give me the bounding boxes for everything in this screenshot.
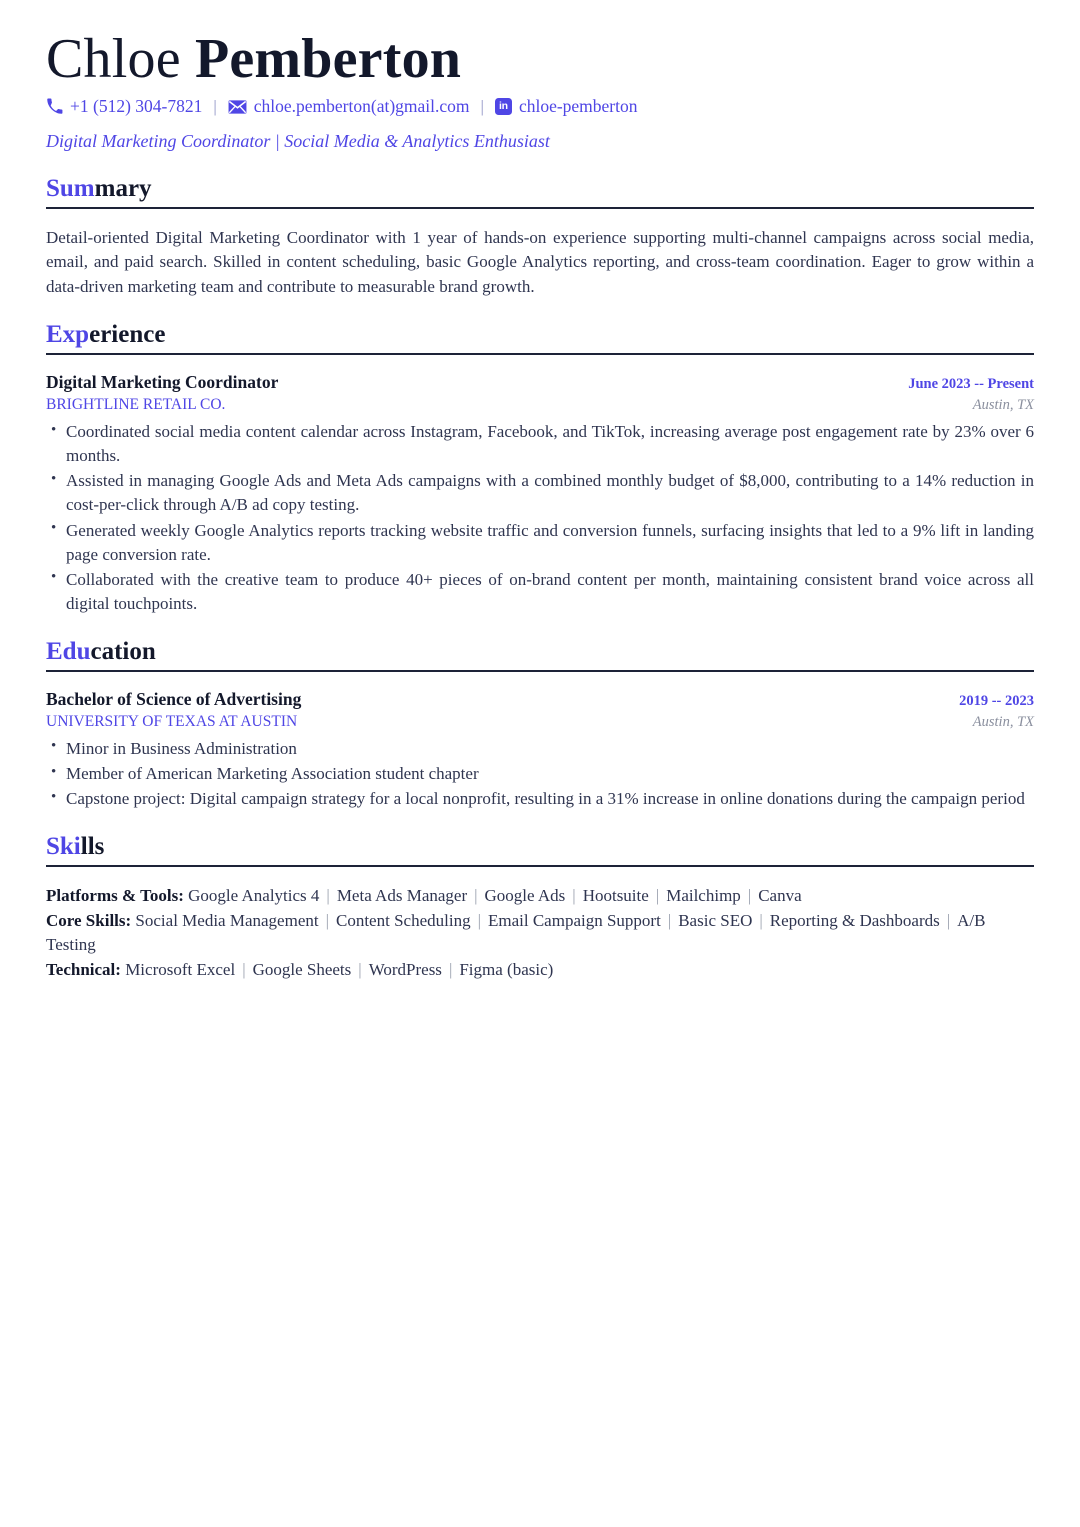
resume-header (46, 30, 1034, 153)
experience-entry (46, 371, 1034, 616)
skill-separator: | (326, 886, 330, 906)
contact-phone[interactable] (46, 95, 202, 118)
list-item: • Minor in Business Administration (46, 737, 1034, 761)
skill-separator: | (747, 886, 752, 906)
education-date-range: 2019 -- 2023 (959, 693, 1034, 709)
experience-bullet-list (46, 420, 1034, 616)
experience-entry-title-row (46, 371, 1034, 394)
skill-row (46, 884, 1034, 908)
phone-text: +1 (512) 304-7821 (70, 96, 203, 117)
contact-separator-1: | (213, 96, 217, 116)
experience-date-range: June 2023 -- Present (908, 376, 1034, 393)
section-heading-accent: Sum (46, 174, 95, 202)
list-item: • Collaborated with the creative team to produce 40+ pieces of on-brand content per month, maintaining consistent brand voice across all digital touchpoints. (46, 568, 1034, 616)
section-experience (46, 321, 1034, 616)
section-heading-skills (46, 833, 1034, 867)
summary-paragraph: Detail-oriented Digital Marketing Coordinator with 1 year of hands-on experience supporting multi-channel campaigns across social media, email, and paid search. Skilled in content scheduling, basic Google Analytics reporting, and cross-team coordination. Eager to grow within a data-driven marketing team and contribute to measurable brand growth. (46, 227, 1034, 296)
skill-category-label: Platforms & Tools: (46, 886, 184, 906)
first-name: Chloe (46, 28, 181, 90)
skill-item: Social Media Management (135, 910, 319, 930)
section-education (46, 638, 1034, 811)
section-heading-rest: mary (94, 174, 152, 202)
experience-entry-org-row (46, 394, 1034, 415)
list-item: • Coordinated social media content calendar across Instagram, Facebook, and TikTok, increasing average post engagement rate by 23% over 6 months. (46, 420, 1034, 468)
skill-separator: | (242, 959, 246, 979)
last-name: Pemberton (194, 28, 462, 90)
skill-item: Mailchimp (666, 886, 741, 906)
skill-values (188, 886, 802, 905)
list-item: • Member of American Marketing Association student chapter (46, 762, 1034, 786)
list-item: • Capstone project: Digital campaign strategy for a local nonprofit, resulting in a 31% increase in online donations during the campaign period (46, 787, 1034, 811)
headline-tagline: Digital Marketing Coordinator | Social Media & Analytics Enthusiast (46, 131, 550, 152)
experience-job-title: Digital Marketing Coordinator (46, 372, 279, 393)
experience-company: BRIGHTLINE RETAIL CO. (46, 395, 226, 413)
skill-item: Google Sheets (252, 959, 352, 979)
linkedin-icon-label: in (498, 100, 508, 113)
education-entry-org-row (46, 711, 1034, 732)
skill-separator: | (477, 910, 481, 930)
skill-item: Reporting & Dashboards (769, 910, 940, 930)
skill-separator: | (572, 886, 576, 906)
envelope-icon (228, 100, 247, 114)
section-heading-rest: cation (90, 638, 156, 665)
skill-item: Google Analytics 4 (188, 886, 320, 906)
skill-item: Content Scheduling (336, 910, 471, 930)
skill-row (46, 958, 1034, 982)
skill-values (46, 911, 986, 954)
skill-separator: | (667, 910, 672, 930)
education-entry-title-row (46, 688, 1034, 711)
skill-item: Google Ads (484, 886, 566, 906)
skill-item: A/B Testing (46, 910, 986, 955)
skills-list (46, 884, 1034, 982)
section-heading-education (46, 638, 1034, 672)
section-heading-accent: Ski (46, 833, 81, 861)
section-heading-summary (46, 175, 1034, 209)
skill-item: Figma (basic) (459, 959, 554, 979)
education-bullet-list (46, 737, 1034, 811)
section-heading-experience (46, 321, 1034, 355)
linkedin-text: chloe-pemberton (518, 96, 638, 117)
section-heading-accent: Edu (46, 638, 91, 665)
skill-separator: | (946, 910, 951, 930)
skill-category-label: Core Skills: (46, 910, 132, 930)
list-item: • Generated weekly Google Analytics reports tracking website traffic and conversion funnels, surfacing insights that led to a 9% lift in landing page conversion rate. (46, 519, 1034, 567)
skill-separator: | (448, 959, 453, 979)
section-summary (46, 175, 1034, 299)
skill-values (125, 960, 553, 979)
section-heading-rest: lls (80, 833, 105, 861)
education-school: UNIVERSITY OF TEXAS AT AUSTIN (46, 712, 298, 730)
experience-location: Austin, TX (972, 396, 1034, 413)
skill-item: Hootsuite (582, 886, 649, 906)
section-skills (46, 833, 1034, 982)
education-location: Austin, TX (972, 713, 1034, 730)
contact-email[interactable] (228, 95, 470, 118)
skill-category-label: Technical: (46, 959, 121, 979)
skill-item: Email Campaign Support (487, 910, 661, 930)
education-entry (46, 688, 1034, 811)
skill-separator: | (358, 959, 362, 979)
skill-item: Microsoft Excel (125, 959, 236, 979)
skill-item: Canva (758, 886, 802, 906)
contact-linkedin[interactable] (495, 95, 638, 118)
skill-row (46, 909, 1034, 958)
skill-item: WordPress (368, 959, 442, 979)
skill-separator: | (759, 910, 763, 930)
candidate-name (46, 30, 1034, 89)
contact-separator-2: | (480, 96, 484, 116)
skill-separator: | (655, 886, 660, 906)
skill-separator: | (474, 886, 478, 906)
linkedin-icon (495, 98, 512, 115)
section-heading-accent: Exp (46, 321, 90, 349)
list-item: • Assisted in managing Google Ads and Meta Ads campaigns with a combined monthly budget of $8,000, contributing to a 14% reduction in cost-per-click through A/B ad copy testing. (46, 469, 1034, 517)
section-heading-rest: erience (89, 321, 166, 349)
education-degree: Bachelor of Science of Advertising (46, 689, 302, 709)
phone-icon (46, 98, 63, 115)
skill-separator: | (325, 910, 329, 930)
skill-item: Basic SEO (678, 910, 753, 930)
skill-item: Meta Ads Manager (336, 886, 468, 906)
contact-line (46, 95, 1034, 118)
email-text: chloe.pemberton(at)gmail.com (253, 96, 470, 117)
